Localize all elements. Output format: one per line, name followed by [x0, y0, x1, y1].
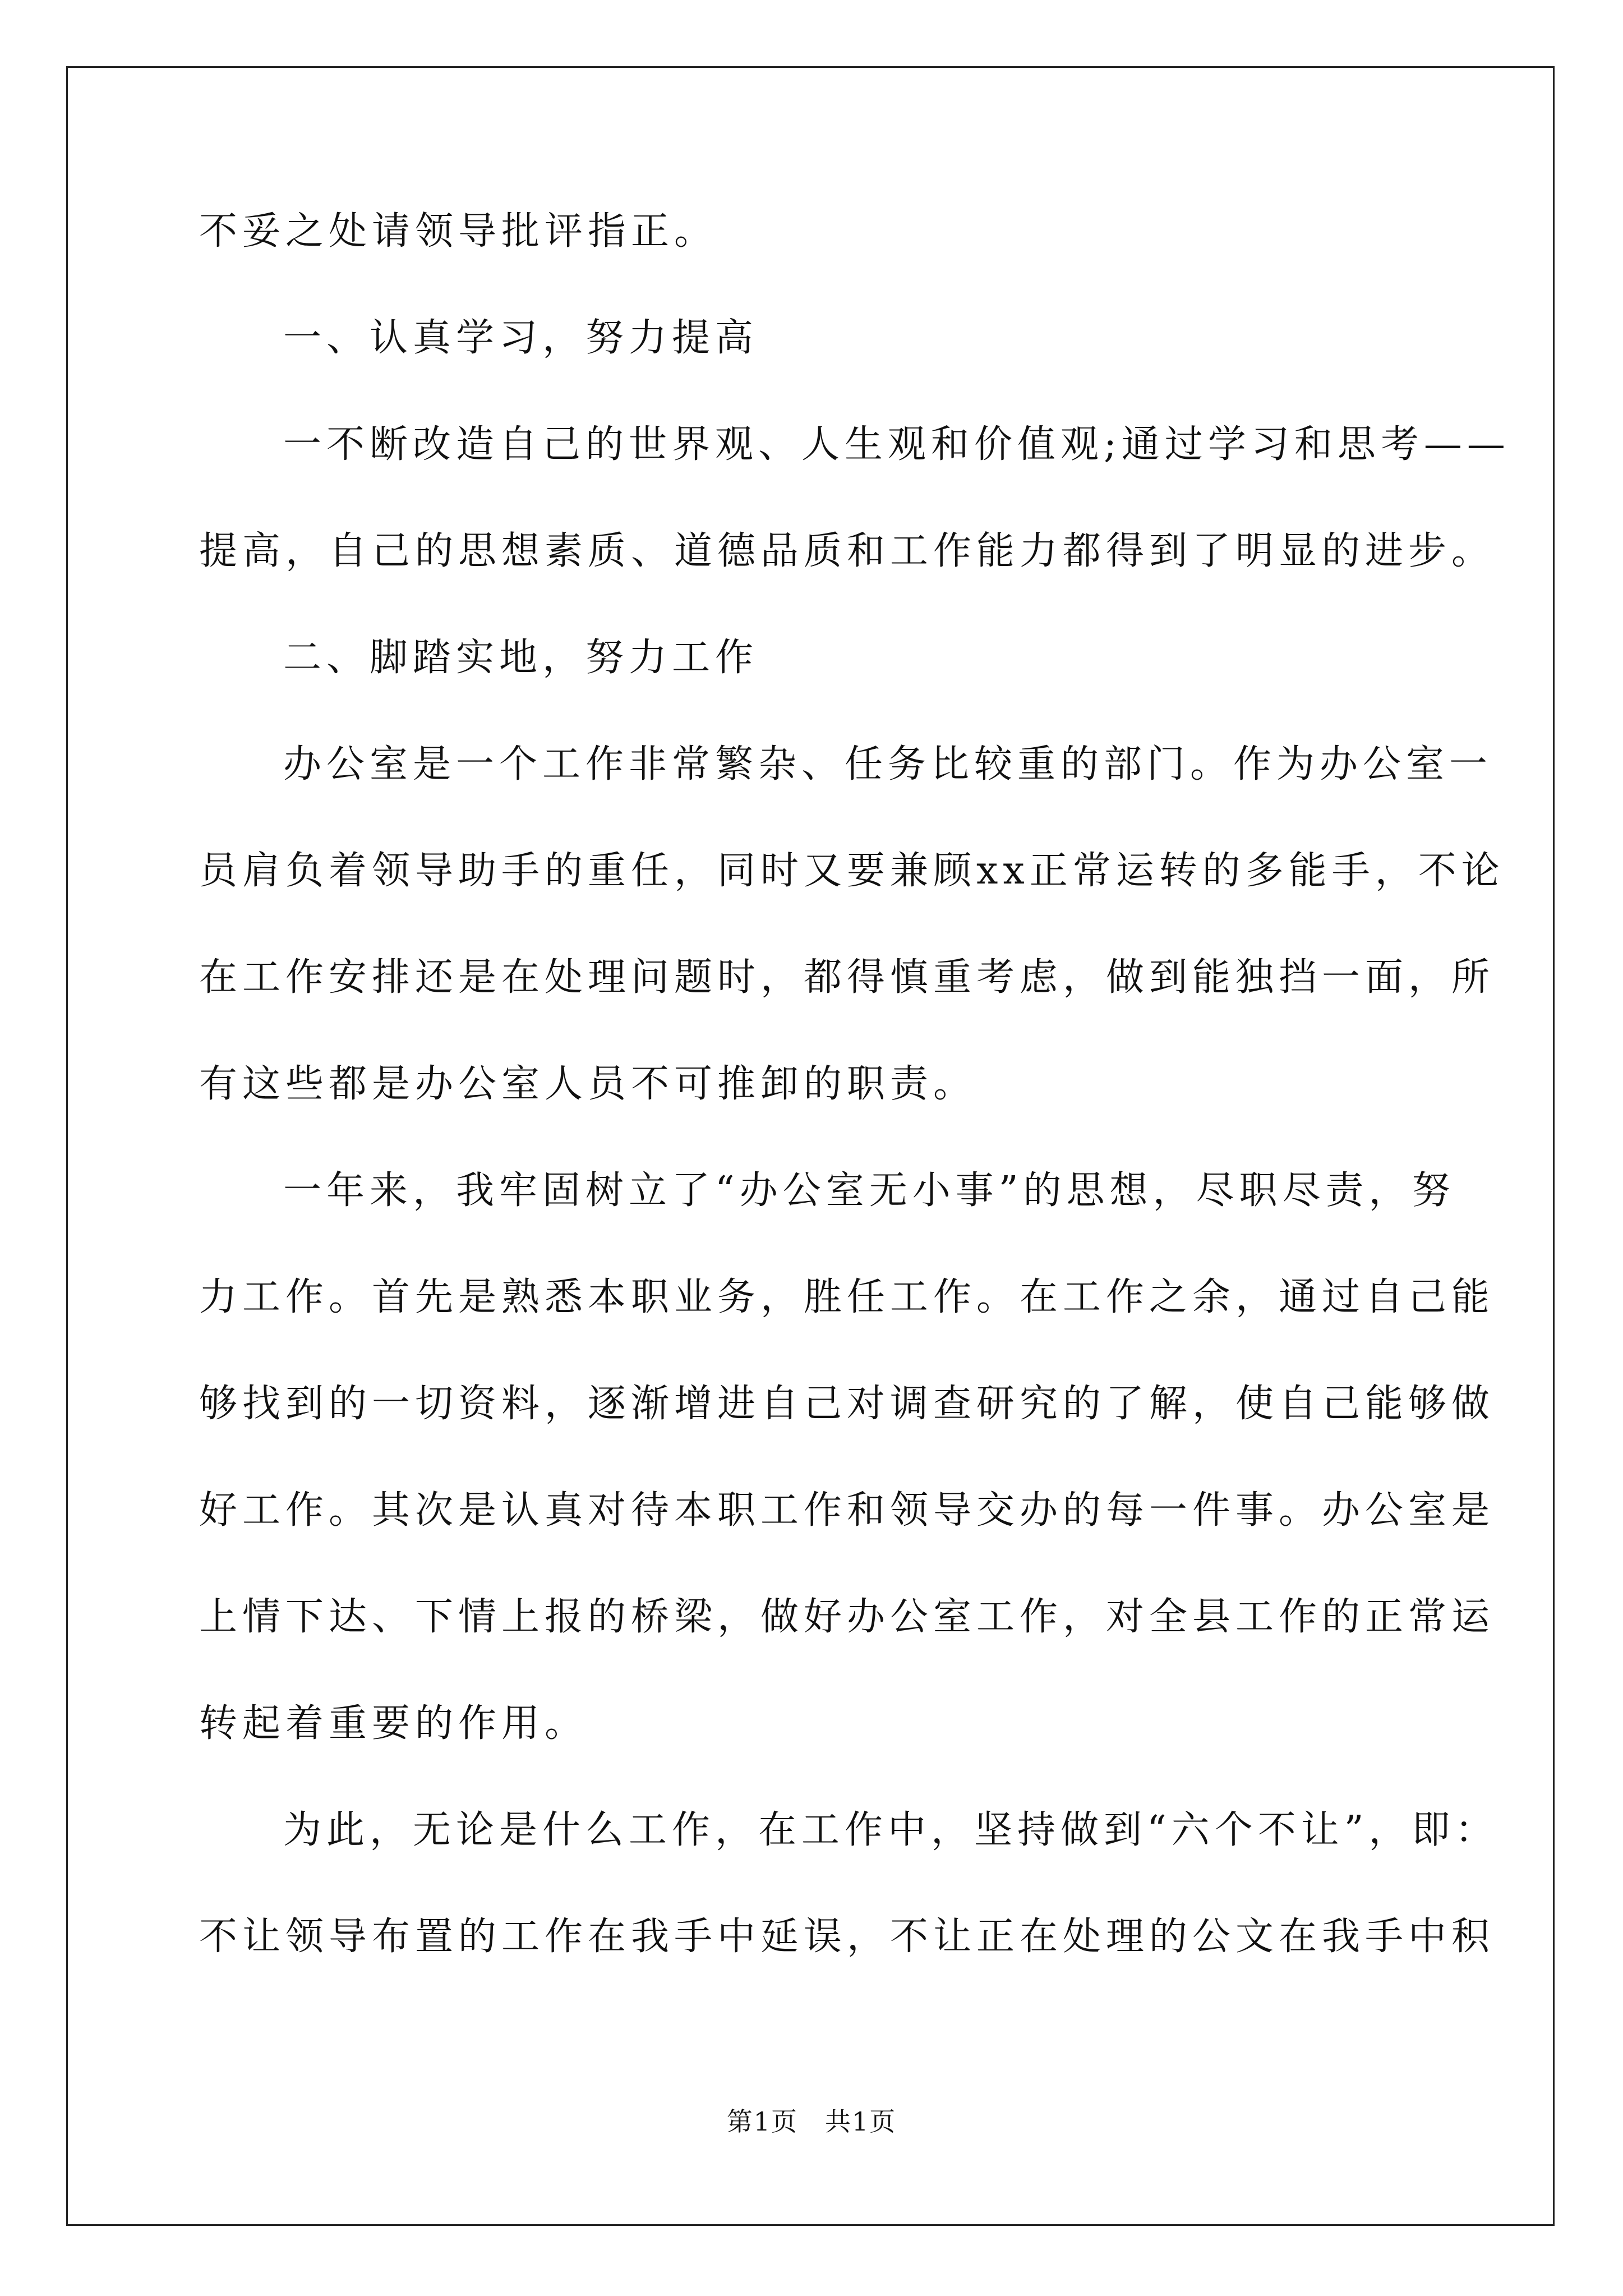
text-line-9: 有这些都是办公室人员不可推卸的职责。	[199, 1062, 977, 1106]
section-heading-2: 二、脚踏实地，努力工作	[283, 636, 759, 680]
text-line-1: 不妥之处请领导批评指正。	[199, 209, 718, 254]
section-heading-1: 一、认真学习，努力提高	[283, 316, 759, 360]
text-line-3: 一不断改造自己的世界观、人生观和价值观;通过学习和思考——	[283, 422, 1510, 467]
text-line-15: 转起着重要的作用。	[199, 1701, 588, 1746]
page-total: 共1页	[825, 2106, 897, 2137]
document-body	[199, 205, 1510, 2017]
text-line-12: 够找到的一切资料，逐渐增进自己对调查研究的了解，使自己能够做	[199, 1382, 1495, 1426]
text-line-10: 一年来，我牢固树立了“办公室无小事”的思想，尽职尽责，努	[283, 1168, 1455, 1213]
text-line-4: 提高，自己的思想素质、道德品质和工作能力都得到了明显的进步。	[199, 529, 1495, 573]
text-line-16: 为此，无论是什么工作，在工作中，坚持做到“六个不让”，即：	[283, 1808, 1498, 1852]
text-line-17: 不让领导布置的工作在我手中延误，不让正在处理的公文在我手中积	[199, 1915, 1495, 1959]
text-line-11: 力工作。首先是熟悉本职业务，胜任工作。在工作之余，通过自己能	[199, 1275, 1495, 1319]
text-line-8: 在工作安排还是在处理问题时，都得慎重考虑，做到能独挡一面，所	[199, 955, 1495, 1000]
text-line-13: 好工作。其次是认真对待本职工作和领导交办的每一件事。办公室是	[199, 1488, 1495, 1533]
page-number: 第1页	[726, 2106, 798, 2137]
text-line-6: 办公室是一个工作非常繁杂、任务比较重的部门。作为办公室一	[283, 742, 1493, 786]
page-footer	[0, 2105, 1623, 2138]
text-line-7: 员肩负着领导助手的重任，同时又要兼顾xx正常运转的多能手，不论	[199, 849, 1505, 893]
text-line-14: 上情下达、下情上报的桥梁，做好办公室工作，对全县工作的正常运	[199, 1595, 1495, 1639]
